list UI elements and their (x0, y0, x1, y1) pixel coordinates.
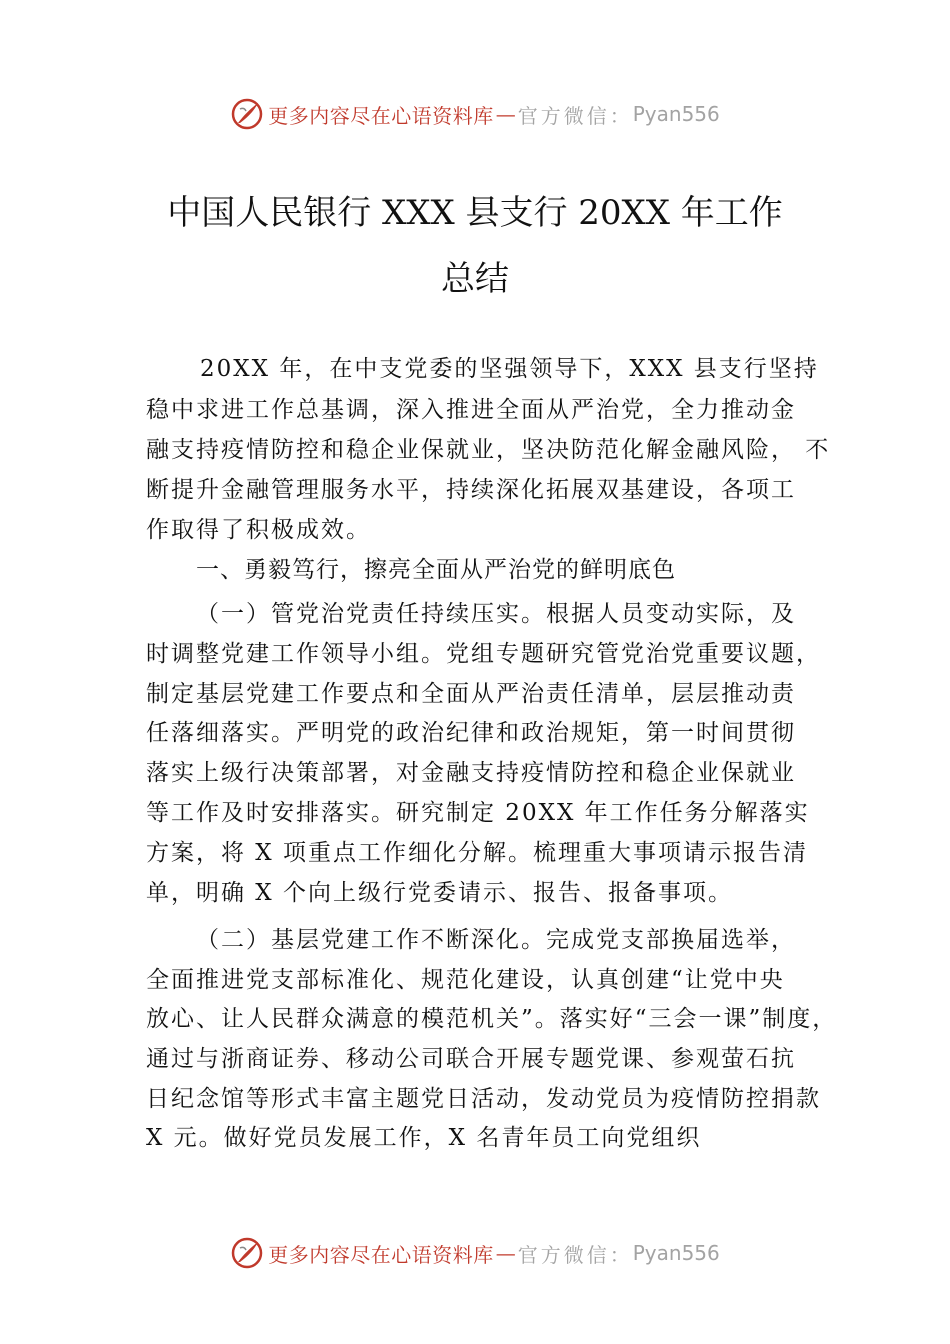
para2-line: 放心、让人民群众满意的模范机关”。落实好“三会一课”制度， (146, 1006, 838, 1032)
quill-logo-icon (230, 97, 264, 131)
intro-line: 断提升金融管理服务水平，持续深化拓展双基建设，各项工 (146, 477, 796, 503)
intro-line: 20XX 年，在中支党委的坚强领导下，XXX 县支行坚持 (200, 356, 819, 382)
para2-line: 日纪念馆等形式丰富主题党日活动，发动党员为疫情防控捐款 (146, 1086, 821, 1112)
para1-line: 单，明确 X 个向上级行党委请示、报告、报备事项。 (146, 880, 733, 906)
para2-line: （二）基层党建工作不断深化。完成党支部换届选举， (196, 927, 796, 953)
para1-line: （一）管党治党责任持续压实。根据人员变动实际，及 (196, 601, 796, 627)
intro-line: 稳中求进工作总基调，深入推进全面从严治党，全力推动金 (146, 397, 796, 423)
banner-label: 官方微信： (517, 1242, 633, 1267)
para2-line: X 元。做好党员发展工作，X 名青年员工向党组织 (146, 1125, 702, 1151)
intro-line: 作取得了积极成效。 (146, 517, 371, 543)
banner-account: Pyan556 (632, 102, 720, 126)
banner-account: Pyan556 (632, 1241, 720, 1265)
para1-line: 落实上级行决策部署，对金融支持疫情防控和稳企业保就业 (146, 760, 796, 786)
para1-line: 时调整党建工作领导小组。党组专题研究管党治党重要议题， (146, 641, 821, 667)
para2-line: 通过与浙商证券、移动公司联合开展专题党课、参观萤石抗 (146, 1046, 796, 1072)
banner-slogan: 更多内容尽在心语资料库 (268, 1242, 494, 1267)
quill-logo-icon (230, 1236, 264, 1270)
banner-label: 官方微信： (517, 103, 633, 128)
intro-line: 融支持疫情防控和稳企业保就业，坚决防范化解金融风险， 不 (146, 437, 831, 463)
para1-line: 等工作及时安排落实。研究制定 20XX 年工作任务分解落实 (146, 800, 810, 826)
footer-banner (0, 1233, 950, 1273)
banner-dash: — (495, 102, 516, 126)
para1-line: 制定基层党建工作要点和全面从严治责任清单，层层推动责 (146, 681, 796, 707)
header-banner (0, 94, 950, 134)
document-title-line1: 中国人民银行 XXX 县支行 20XX 年工作 (167, 193, 783, 233)
banner-dash: — (495, 1241, 516, 1265)
para1-line: 方案，将 X 项重点工作细化分解。梳理重大事项请示报告清 (146, 840, 808, 866)
para2-line: 全面推进党支部标准化、规范化建设，认真创建“让党中央 (146, 967, 785, 993)
section-heading: 一、勇毅笃行，擦亮全面从严治党的鲜明底色 (196, 557, 676, 583)
para1-line: 任落细落实。严明党的政治纪律和政治规矩，第一时间贯彻 (146, 720, 796, 746)
banner-slogan: 更多内容尽在心语资料库 (268, 103, 494, 128)
document-title-line2: 总结 (441, 259, 509, 299)
